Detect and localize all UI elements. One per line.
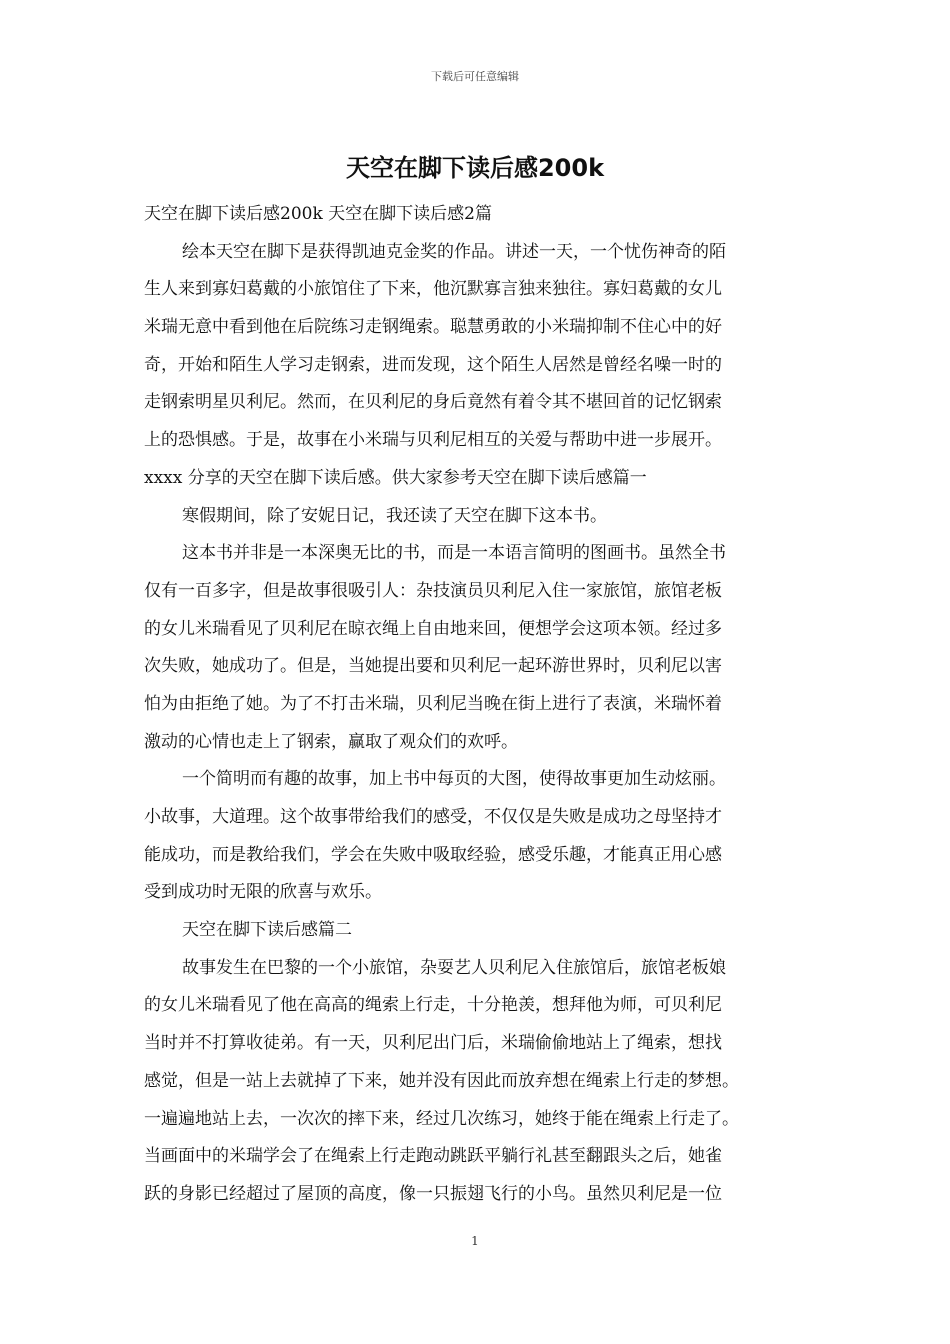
- text-line: 小故事，大道理。这个故事带给我们的感受，不仅仅是失败是成功之母坚持才: [144, 807, 722, 827]
- text-line: 能成功，而是教给我们，学会在失败中吸取经验，感受乐趣，才能真正用心感: [144, 844, 722, 865]
- text-line: 受到成功时无限的欣喜与欢乐。: [144, 882, 382, 903]
- text-line: 走钢索明星贝利尼。然而，在贝利尼的身后竟然有着令其不堪回首的记忆钢索: [144, 392, 722, 413]
- text-line: 一个简明而有趣的故事，加上书中每页的大图，使得故事更加生动炫丽。: [182, 769, 726, 790]
- text-line: 感觉，但是一站上去就掉了下来，她并没有因此而放弃想在绳索上行走的梦想。: [144, 1070, 739, 1091]
- text-line: 一遍遍地站上去，一次次的摔下来，经过几次练习，她终于能在绳索上行走了。: [144, 1108, 739, 1129]
- text-line: xxxx 分享的天空在脚下读后感。供大家参考天空在脚下读后感篇一: [144, 467, 647, 488]
- text-line: 这本书并非是一本深奥无比的书，而是一本语言简明的图画书。虽然全书: [182, 543, 726, 564]
- text-line: 的女儿米瑞看见了贝利尼在晾衣绳上自由地来回，便想学会这项本领。经过多: [144, 618, 722, 639]
- text-line: 怕为由拒绝了她。为了不打击米瑞，贝利尼当晚在街上进行了表演，米瑞怀着: [144, 693, 722, 714]
- text-line: 的女儿米瑞看见了他在高高的绳索上行走，十分艳羡，想拜他为师，可贝利尼: [144, 995, 722, 1016]
- text-line: 天空在脚下读后感200k 天空在脚下读后感2篇: [144, 204, 492, 224]
- text-line: 故事发生在巴黎的一个小旅馆，杂耍艺人贝利尼入住旅馆后，旅馆老板娘: [182, 957, 726, 978]
- text-line: 当画面中的米瑞学会了在绳索上行走跑动跳跃平躺行礼甚至翻跟头之后，她雀: [144, 1146, 722, 1167]
- text-line: 仅有一百多字，但是故事很吸引人：杂技演员贝利尼入住一家旅馆，旅馆老板: [144, 580, 722, 601]
- text-line: 奇，开始和陌生人学习走钢索，进而发现，这个陌生人居然是曾经名噪一时的: [144, 354, 722, 375]
- page-header: 下载后可任意编辑: [431, 70, 519, 83]
- text-line: 生人来到寡妇葛戴的小旅馆住了下来，他沉默寡言独来独往。寡妇葛戴的女儿: [144, 279, 722, 300]
- text-line: 当时并不打算收徒弟。有一天，贝利尼出门后，米瑞偷偷地站上了绳索，想找: [144, 1033, 722, 1054]
- text-line: 激动的心情也走上了钢索，赢取了观众们的欢呼。: [144, 731, 518, 752]
- document-title: 天空在脚下读后感200k: [345, 154, 605, 182]
- text-line: 上的恐惧感。于是，故事在小米瑞与贝利尼相互的关爱与帮助中进一步展开。: [144, 430, 722, 451]
- page-number: 1: [471, 1234, 479, 1248]
- text-line: 天空在脚下读后感篇二: [182, 920, 352, 941]
- text-line: 米瑞无意中看到他在后院练习走钢绳索。聪慧勇敢的小米瑞抑制不住心中的好: [144, 317, 722, 338]
- text-line: 绘本天空在脚下是获得凯迪克金奖的作品。讲述一天，一个忧伤神奇的陌: [182, 241, 726, 262]
- text-line: 寒假期间，除了安妮日记，我还读了天空在脚下这本书。: [182, 505, 607, 526]
- text-line: 次失败，她成功了。但是，当她提出要和贝利尼一起环游世界时，贝利尼以害: [144, 656, 722, 677]
- document-body: [144, 196, 811, 1214]
- text-line: 跃的身影已经超过了屋顶的高度，像一只振翅飞行的小鸟。虽然贝利尼是一位: [144, 1183, 722, 1204]
